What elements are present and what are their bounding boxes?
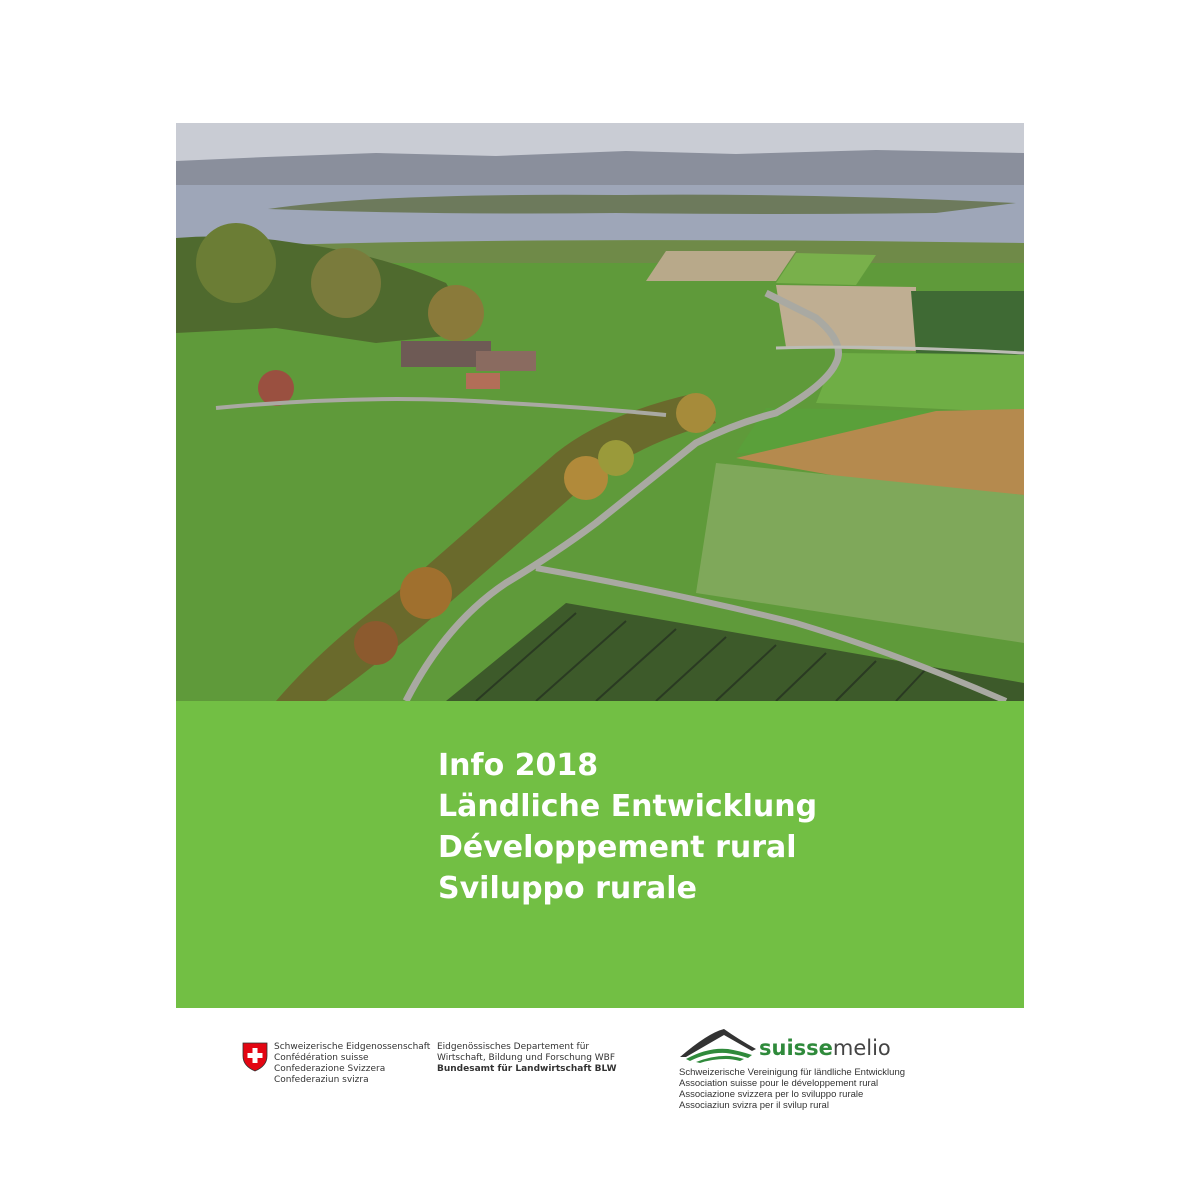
office-line: Bundesamt für Landwirtschaft BLW: [437, 1064, 617, 1074]
suissemelio-subtitle: [679, 1067, 905, 1111]
cover-titles: [438, 745, 817, 909]
wordmark-melio: melio: [832, 1036, 891, 1060]
confed-line: Confederazione Svizzera: [274, 1064, 386, 1074]
pasture-right: [816, 353, 1024, 413]
title-band: [176, 701, 1024, 1008]
melio-line: Associaziun svizra per il svilup rural: [679, 1100, 829, 1111]
cover-photo: [176, 123, 1024, 701]
tree-cluster: [311, 248, 381, 318]
autumn-tree: [598, 440, 634, 476]
autumn-tree: [400, 567, 452, 619]
aerial-landscape-image: [176, 123, 1024, 701]
tree-cluster: [428, 285, 484, 341]
house-roof: [466, 373, 500, 389]
farm-roof-2: [476, 351, 536, 371]
confed-line: Confédération suisse: [274, 1053, 369, 1063]
far-hills: [176, 150, 1024, 191]
suissemelio-logo-icon: [678, 1027, 758, 1063]
autumn-tree: [354, 621, 398, 665]
confed-line: Schweizerische Eidgenossenschaft: [274, 1042, 431, 1052]
wordmark-suisse: suisse: [759, 1036, 833, 1060]
melio-line: Associazione svizzera per lo sviluppo rurale: [679, 1089, 864, 1100]
title-line-it: Sviluppo rurale: [438, 871, 697, 906]
field-plowed: [776, 285, 916, 351]
title-line-de: Ländliche Entwicklung: [438, 789, 818, 824]
department-text: [437, 1042, 617, 1075]
department-line: Wirtschaft, Bildung und Forschung WBF: [437, 1053, 616, 1063]
field-brown: [646, 251, 796, 281]
confederation-text: [274, 1042, 430, 1086]
suissemelio-wordmark: [759, 1035, 891, 1061]
melio-line: Association suisse pour le développement rural: [679, 1078, 879, 1089]
autumn-tree: [676, 393, 716, 433]
melio-line: Schweizerische Vereinigung für ländliche Entwicklung: [679, 1067, 906, 1078]
title-line-info: Info 2018: [438, 748, 599, 783]
orchard-rows: [911, 291, 1024, 355]
confed-line: Confederaziun svizra: [274, 1075, 369, 1085]
swiss-coat-of-arms-icon: [242, 1042, 268, 1072]
tree-cluster: [196, 223, 276, 303]
department-line: Eidgenössisches Departement für: [437, 1042, 590, 1052]
title-line-fr: Développement rural: [438, 830, 797, 865]
